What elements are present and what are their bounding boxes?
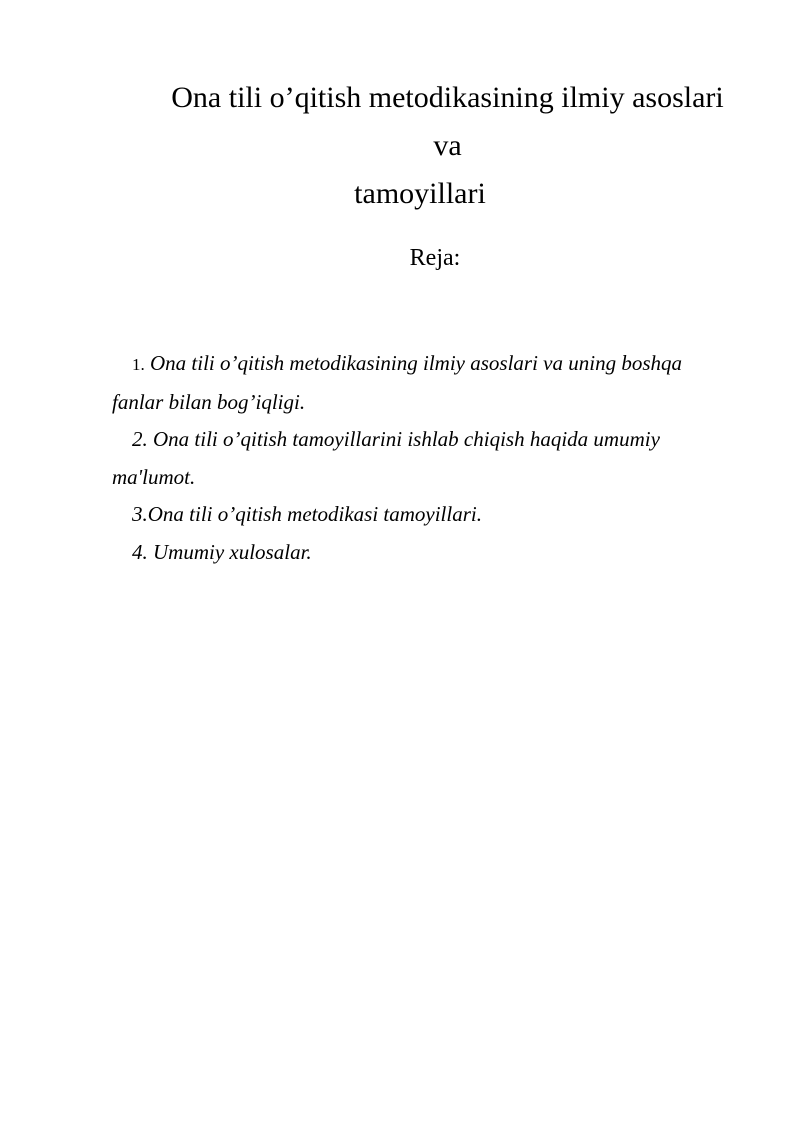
plan-list xyxy=(112,345,712,571)
title-line-2: tamoyillari xyxy=(354,177,486,210)
plan-item-number: 1. xyxy=(132,355,145,374)
document-title xyxy=(110,74,730,218)
title-line-1: Ona tili o’qitish metodikasining ilmiy asoslari va xyxy=(171,81,724,162)
plan-item-text: Ona tili o’qitish metodikasining ilmiy asoslari va uning boshqa fanlar bilan bog’iqligi. xyxy=(112,351,682,414)
plan-item xyxy=(112,421,712,496)
plan-item-text: 4. Umumiy xulosalar. xyxy=(132,539,312,564)
plan-item xyxy=(112,496,712,534)
plan-item-text: 3.Ona tili o’qitish metodikasi tamoyillari. xyxy=(132,502,482,526)
plan-item-text: 2. Ona tili o’qitish tamoyillarini ishlab chiqish haqida umumiy ma'lumot. xyxy=(112,427,660,489)
plan-heading: Reja: xyxy=(409,245,461,271)
plan-item xyxy=(112,534,712,572)
plan-item xyxy=(112,345,712,421)
